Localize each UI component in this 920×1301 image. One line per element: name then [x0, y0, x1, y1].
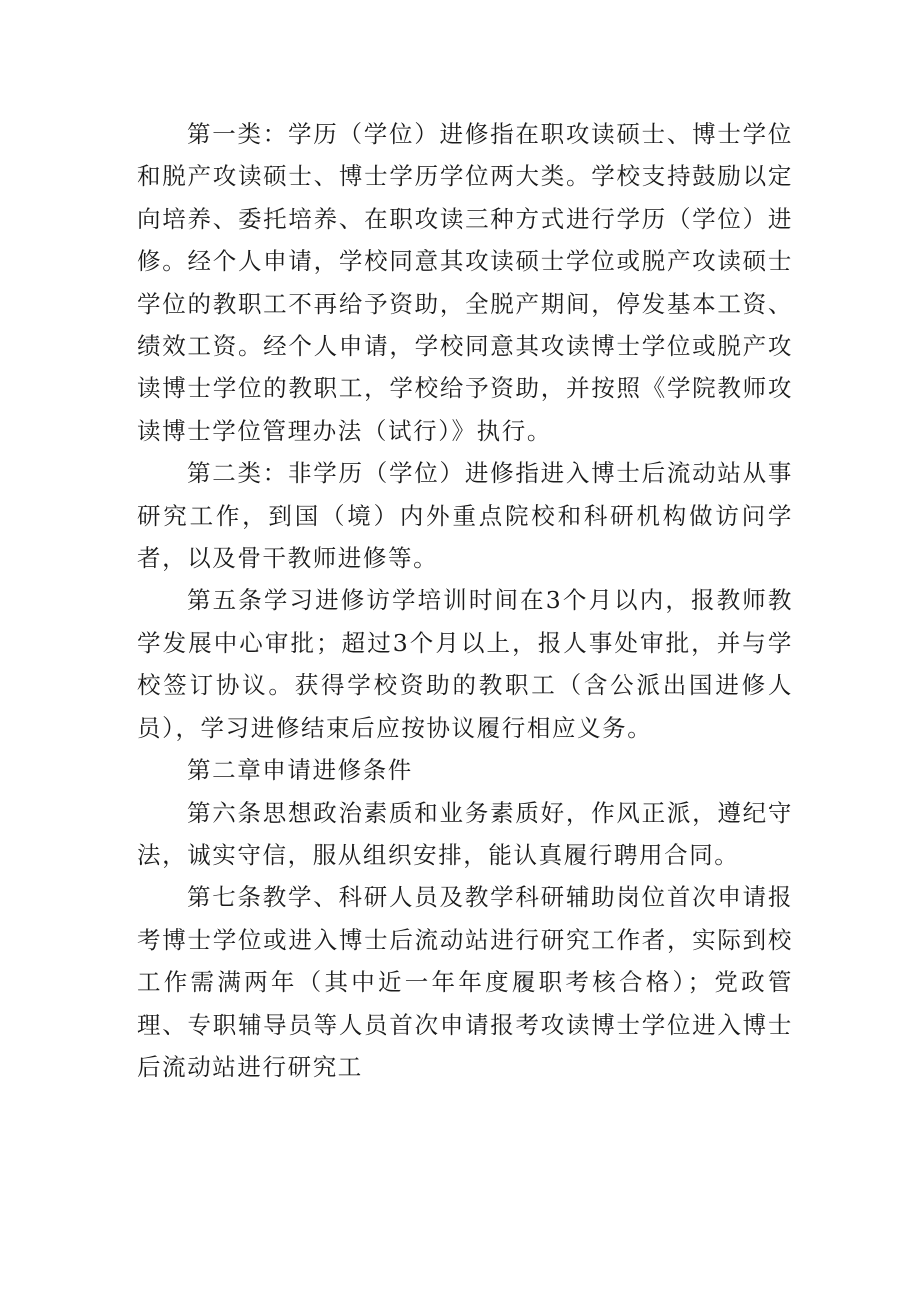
paragraph-article-seven: 第七条教学、科研人员及教学科研辅助岗位首次申请报考博士学位或进入博士后流动站进行研究工作者，实际到校工作需满两年（其中近一年年度履职考核合格）；党政管理、专职辅导员等人员首次申请报考攻读博士学位进入博士后流动站进行研究工: [137, 883, 793, 1081]
paragraph-article-six: 第六条思想政治素质和业务素质好，作风正派，遵纪守法，诚实守信，服从组织安排，能认真履行聘用合同。: [137, 798, 793, 869]
paragraph-category-one: 第一类：学历（学位）进修指在职攻读硕士、博士学位和脱产攻读硕士、博士学历学位两大类。学校支持鼓励以定向培养、委托培养、在职攻读三种方式进行学历（学位）进修。经个人申请，学校同意其攻读硕士学位或脱产攻读硕士学位的教职工不再给予资助，全脱产期间，停发基本工资、绩效工资。经个人申请，学校同意其攻读博士学位或脱产攻读博士学位的教职工，学校给予资助，并按照《学院教师攻读博士学位管理办法（试行）》执行。: [137, 120, 793, 445]
document-body: [137, 113, 793, 1088]
paragraph-article-five: 第五条学习进修访学培训时间在3个月以内，报教师教学发展中心审批；超过3个月以上，报人事处审批，并与学校签订协议。获得学校资助的教职工（含公派出国进修人员），学习进修结束后应按协议履行相应义务。: [137, 586, 793, 742]
chapter-heading: 第二章申请进修条件: [187, 756, 413, 785]
paragraph-category-two: 第二类：非学历（学位）进修指进入博士后流动站从事研究工作，到国（境）内外重点院校和科研机构做访问学者，以及骨干教师进修等。: [137, 459, 793, 573]
